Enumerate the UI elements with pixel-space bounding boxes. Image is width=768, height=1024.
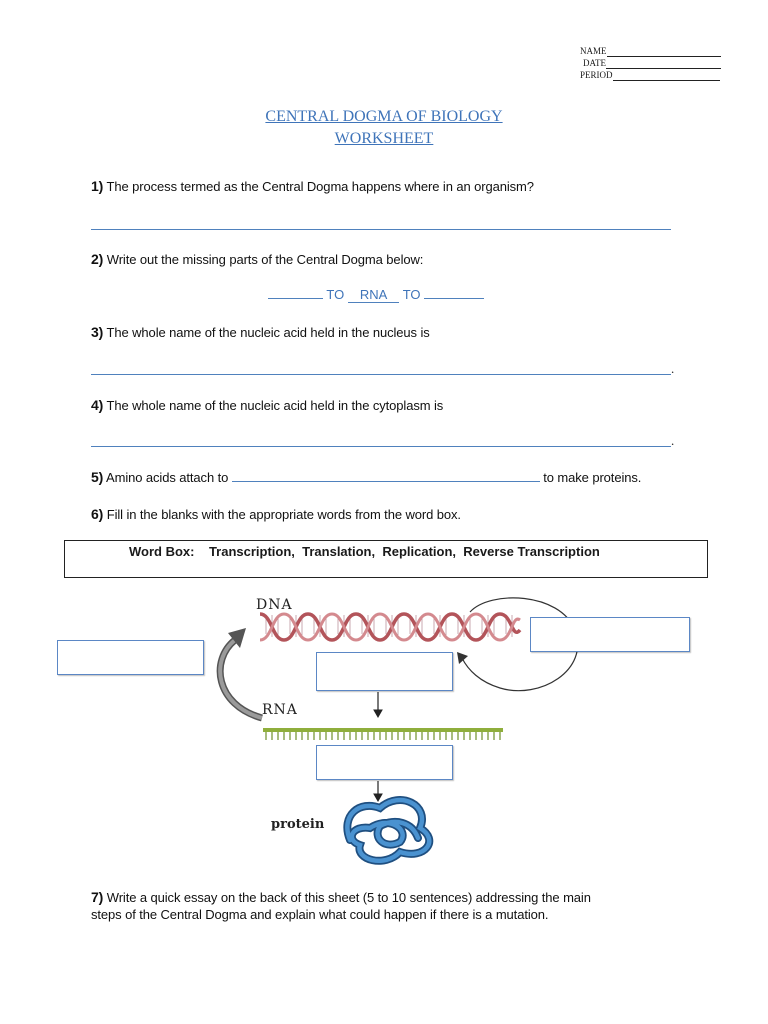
protein-label: protein xyxy=(271,817,325,832)
replication-answer-box[interactable] xyxy=(530,617,690,652)
dogma-to-2: TO xyxy=(402,287,421,302)
transcription-answer-box[interactable] xyxy=(316,652,453,691)
word-transcription: Transcription, xyxy=(208,544,295,559)
word-reverse-transcription: Reverse Transcription xyxy=(463,544,600,559)
question-3-text: The whole name of the nucleic acid held in the nucleus is xyxy=(106,325,430,340)
dna-label: DNA xyxy=(256,597,293,613)
question-5-text-before: Amino acids attach to xyxy=(106,470,229,485)
question-6-text: Fill in the blanks with the appropriate words from the word box. xyxy=(106,507,461,522)
dogma-rna: RNA xyxy=(348,287,399,303)
date-label: DATE xyxy=(583,58,606,68)
protein-icon xyxy=(347,800,429,861)
question-1-number: 1) xyxy=(91,178,104,194)
question-7-line-2: steps of the Central Dogma and explain what could happen if there is a mutation. xyxy=(91,907,549,922)
page-title: CENTRAL DOGMA OF BIOLOGY xyxy=(265,108,503,125)
question-2-number: 2) xyxy=(91,251,104,267)
question-6-number: 6) xyxy=(91,506,104,522)
question-4-number: 4) xyxy=(91,397,104,413)
answer-3-period: . xyxy=(671,361,675,376)
name-label: NAME xyxy=(580,46,607,56)
question-5-number: 5) xyxy=(91,469,104,485)
dna-helix-icon xyxy=(260,614,520,640)
page-subtitle: WORKSHEET xyxy=(334,130,434,147)
reverse-transcription-arrow-icon xyxy=(220,628,262,718)
answer-4-period: . xyxy=(671,433,675,448)
period-label: PERIOD xyxy=(580,70,613,80)
question-7-continued xyxy=(91,907,548,922)
question-7-number: 7) xyxy=(91,889,104,905)
rna-label: RNA xyxy=(262,702,298,718)
word-replication: Replication, xyxy=(382,544,457,559)
translation-answer-box[interactable] xyxy=(316,745,453,780)
question-4-text: The whole name of the nucleic acid held in the cytoplasm is xyxy=(106,398,444,413)
dogma-to-1: TO xyxy=(326,287,345,302)
question-7 xyxy=(91,889,591,905)
question-7-line-1: Write a quick essay on the back of this sheet (5 to 10 sentences) addressing the main xyxy=(106,890,591,905)
word-translation: Translation, xyxy=(302,544,376,559)
question-1-text: The process termed as the Central Dogma happens where in an organism? xyxy=(106,179,534,194)
question-3-number: 3) xyxy=(91,324,104,340)
word-box-label: Word Box: xyxy=(129,544,195,559)
question-5-text-after: to make proteins. xyxy=(543,470,642,485)
rna-strand-icon xyxy=(263,728,503,740)
reverse-transcription-answer-box[interactable] xyxy=(57,640,204,675)
question-2-text: Write out the missing parts of the Central Dogma below: xyxy=(106,252,424,267)
